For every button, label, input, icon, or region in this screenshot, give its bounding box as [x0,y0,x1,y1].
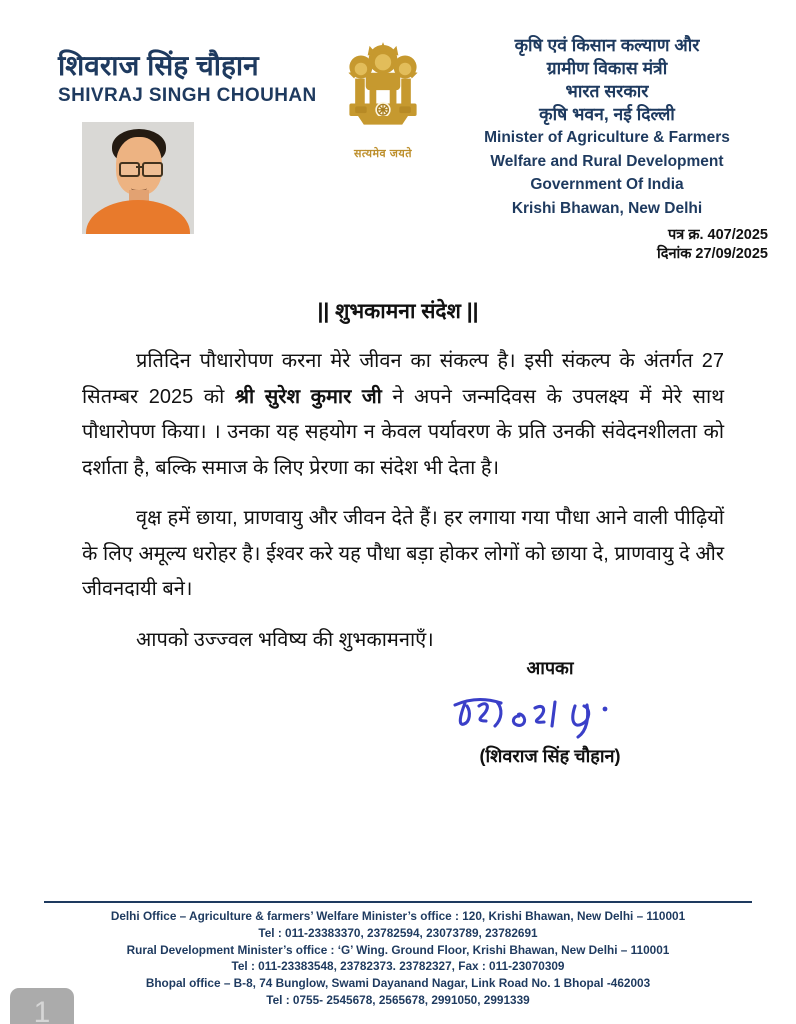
signatory-name: (शिवराज सिंह चौहान) [479,746,621,766]
office-line-en-3: Government Of India [530,176,684,193]
office-line-en-2: Welfare and Rural Development [490,152,724,170]
recipient-name: श्री सुरेश कुमार जी [234,385,382,408]
signature-block [428,656,672,768]
footer-line-6: Tel : 0755- 2545678, 2565678, 2991050, 2991339 [266,992,530,1007]
emblem-motto: सत्यमेव जयते [353,148,413,160]
office-line-hi-4: कृषि भवन, नई दिल्ली [539,104,675,124]
closing-salutation: आपका [526,658,574,678]
letter-date: दिनांक 27/09/2025 [657,246,768,262]
office-line-hi-1: कृषि एवं किसान कल्याण और [514,35,700,55]
letter-number: पत्र क्र. 407/2025 [668,227,768,243]
signature-handwriting-icon [447,692,653,742]
paragraph-1 [82,344,724,486]
portrait-glasses-bridge [136,166,143,168]
footer-line-5: Bhopal office – B-8, 74 Bunglow, Swami Dayanand Nagar, Link Road No. 1 Bhopal -462003 [145,976,651,991]
office-line-hi-3: भारत सरकार [565,81,649,101]
page-number-badge: 1 [10,988,74,1024]
paragraph-3: आपको उज्ज्वल भविष्य की शुभकामनाएँ। [136,628,434,651]
national-emblem [331,40,435,161]
national-emblem-icon [335,40,431,144]
office-line-hi-2: ग्रामीण विकास मंत्री [546,58,668,78]
footer-line-4: Tel : 011-23383548, 23782373. 23782327, Fax : 011-23070309 [231,959,565,974]
portrait-kurta [86,200,190,234]
office-designation-block [446,34,768,220]
footer-line-2: Tel : 011-23383370, 23782594, 23073789, 23782691 [258,925,538,940]
reference-block [657,226,768,264]
paragraph-1-text-cont: ने अपने जन्मदिवस के उपलक्ष्य में मेरे साथ पौधारोपण किया। । उनका यह सहयोग न केवल पर्यावरण के प्रति उनकी संवेदनशीलता को दर्शाता है, बल्कि समाज के लिए प्रेरणा का संदेश भी देता है। [82,385,724,479]
minister-name-hindi: शिवराज सिंह चौहान [58,50,259,81]
footer-line-3: Rural Development Minister’s office : ‘G’ Wing. Ground Floor, Krishi Bhawan, New Delhi – 110001 [126,942,670,957]
footer-contact-block [44,901,752,1009]
paragraph-1-text: प्रतिदिन पौधारोपण करना मेरे जीवन का संकल्प है। इसी संकल्प के अंतर्गत 27 सितम्बर 2025 को [82,350,724,408]
portrait-glasses-right [142,162,163,177]
minister-portrait-photo [82,122,194,234]
letter-body [82,344,724,673]
portrait-glasses-left [119,162,140,177]
office-line-en-4: Krishi Bhawan, New Delhi [511,199,703,217]
paragraph-2: वृक्ष हमें छाया, प्राणवायु और जीवन देते हैं। हर लगाया गया पौधा आने वाली पीढ़ियों के लिए अमूल्य धरोहर है। ईश्वर करे यह पौधा बड़ा होकर लोगों को छाया दे, प्राणवायु दे और जीवनदायी बने। [82,507,724,600]
minister-name-english: SHIVRAJ SINGH CHOUHAN [58,85,317,106]
letter-title: || शुभकामना संदेश || [317,300,479,323]
minister-name-block [58,50,328,234]
footer-line-1: Delhi Office – Agriculture & farmers’ Welfare Minister’s office : 120, Krishi Bhawan, New Delhi – 110001 [110,909,686,923]
office-line-en-1: Minister of Agriculture & Farmers [484,129,730,146]
